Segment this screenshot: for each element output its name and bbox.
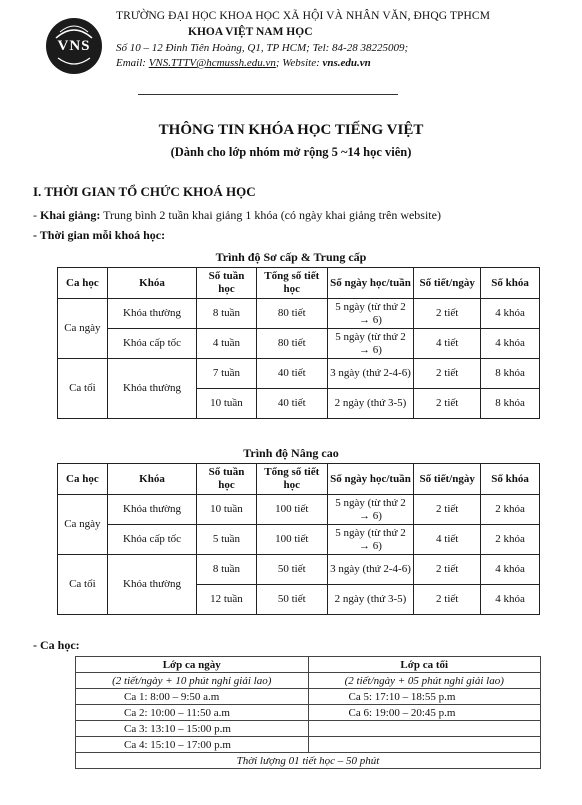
table-cell: 5 ngày (từ thứ 2 → 6) bbox=[327, 299, 413, 329]
table-cell: 10 tuần bbox=[197, 495, 256, 525]
table-cell: 2 tiết bbox=[414, 359, 481, 389]
table-cell: Khóa thường bbox=[107, 359, 197, 419]
col-header: Số khóa bbox=[481, 464, 540, 495]
email-label: Email: bbox=[116, 57, 149, 69]
table-cell: 5 ngày (từ thứ 2 → 6) bbox=[327, 329, 413, 359]
table-cell: 4 tiết bbox=[414, 525, 481, 555]
table-cell: 2 ngày (thứ 3-5) bbox=[327, 389, 413, 419]
page-title: THÔNG TIN KHÓA HỌC TIẾNG VIỆT bbox=[158, 122, 424, 138]
table-cell: 2 tiết bbox=[414, 389, 481, 419]
table-cell: 2 tiết bbox=[414, 495, 481, 525]
table-cell: 2 ngày (thứ 3-5) bbox=[327, 585, 413, 615]
table-header-row bbox=[58, 268, 540, 299]
course-table-basic bbox=[57, 267, 540, 419]
table-cell: 5 ngày (từ thứ 2 → 6) bbox=[327, 495, 413, 525]
bullet: - bbox=[33, 208, 40, 222]
table-cell: Khóa cấp tốc bbox=[107, 329, 197, 359]
table-cell: Khóa cấp tốc bbox=[107, 525, 197, 555]
logo-text: VNS bbox=[57, 37, 91, 54]
table-cell: 10 tuần bbox=[197, 389, 256, 419]
table-cell: 3 ngày (thứ 2-4-6) bbox=[327, 359, 413, 389]
night-class-title: Lớp ca tối bbox=[308, 657, 541, 673]
col-header: Khóa bbox=[107, 464, 197, 495]
table-cell: Ca tối bbox=[58, 555, 108, 615]
table-cell: 80 tiết bbox=[256, 329, 327, 359]
section-heading: I. THỜI GIAN TỔ CHỨC KHOÁ HỌC bbox=[33, 184, 256, 199]
table-cell: 100 tiết bbox=[256, 525, 327, 555]
day-slot: Ca 4: 15:10 – 17:00 p.m bbox=[76, 737, 309, 753]
table-cell: Ca tối bbox=[58, 359, 108, 419]
col-header: Số tuần học bbox=[197, 464, 256, 495]
schedule-footer-row bbox=[76, 753, 541, 769]
day-slot: Ca 3: 13:10 – 15:00 p.m bbox=[76, 721, 309, 737]
table-row bbox=[58, 299, 540, 329]
day-slot: Ca 1: 8:00 – 9:50 a.m bbox=[76, 689, 309, 705]
table-cell: 4 khóa bbox=[481, 299, 540, 329]
table-cell: Khóa thường bbox=[107, 555, 197, 615]
night-slot bbox=[308, 737, 541, 753]
col-header: Số tuần học bbox=[197, 268, 256, 299]
faculty-name: KHOA VIỆT NAM HỌC bbox=[188, 26, 313, 38]
schedule-label: Ca học: bbox=[40, 638, 80, 652]
day-class-note: (2 tiết/ngày + 10 phút nghỉ giải lao) bbox=[76, 673, 309, 689]
opening-line bbox=[33, 208, 441, 223]
day-slot: Ca 2: 10:00 – 11:50 a.m bbox=[76, 705, 309, 721]
table-cell: Ca ngày bbox=[58, 495, 108, 555]
night-slot: Ca 5: 17:10 – 18:55 p.m bbox=[308, 689, 541, 705]
table-row bbox=[58, 359, 540, 389]
letterhead bbox=[38, 6, 558, 96]
table-cell: 2 tiết bbox=[414, 299, 481, 329]
night-slot: Ca 6: 19:00 – 20:45 p.m bbox=[308, 705, 541, 721]
header-divider bbox=[138, 94, 398, 95]
table-cell: 40 tiết bbox=[256, 359, 327, 389]
schedule-table bbox=[75, 656, 541, 769]
lesson-duration-note: Thời lượng 01 tiết học – 50 phút bbox=[76, 753, 541, 769]
bullet: - bbox=[33, 228, 40, 242]
table-cell: 2 khóa bbox=[481, 495, 540, 525]
table-cell: 4 khóa bbox=[481, 585, 540, 615]
website-label: ; Website: bbox=[275, 57, 323, 69]
email-link[interactable]: VNS.TTTV@hcmussh.edu.vn bbox=[148, 57, 276, 69]
table-header-row bbox=[58, 464, 540, 495]
table-cell: 8 khóa bbox=[481, 359, 540, 389]
duration-line bbox=[33, 228, 165, 243]
col-header: Khóa bbox=[107, 268, 197, 299]
table-cell: 8 khóa bbox=[481, 389, 540, 419]
table-cell: Ca ngày bbox=[58, 299, 108, 359]
table-cell: 5 tuần bbox=[197, 525, 256, 555]
opening-text: Trung bình 2 tuần khai giảng 1 khóa (có ngày khai giảng trên website) bbox=[100, 208, 441, 222]
col-header: Số ngày học/tuần bbox=[327, 464, 413, 495]
table-cell: 4 tuần bbox=[197, 329, 256, 359]
table-cell: 2 tiết bbox=[414, 585, 481, 615]
table-cell: Khóa thường bbox=[107, 299, 197, 329]
table-cell: 3 ngày (thứ 2-4-6) bbox=[327, 555, 413, 585]
table-cell: 50 tiết bbox=[256, 585, 327, 615]
duration-label: Thời gian mỗi khoá học: bbox=[39, 228, 166, 242]
table-cell: 100 tiết bbox=[256, 495, 327, 525]
table-cell: 5 ngày (từ thứ 2 → 6) bbox=[327, 525, 413, 555]
schedule-title-row bbox=[76, 657, 541, 673]
website-link[interactable]: vns.edu.vn bbox=[322, 57, 371, 69]
table2-caption: Trình độ Nâng cao bbox=[243, 446, 339, 460]
table-cell: 8 tuần bbox=[197, 555, 256, 585]
table-cell: 2 tiết bbox=[414, 555, 481, 585]
table-cell: 12 tuần bbox=[197, 585, 256, 615]
col-header: Tổng số tiết học bbox=[256, 268, 327, 299]
table-cell: 4 tiết bbox=[414, 329, 481, 359]
table1-caption: Trình độ Sơ cấp & Trung cấp bbox=[215, 250, 367, 264]
university-name: TRƯỜNG ĐẠI HỌC KHOA HỌC XÃ HỘI VÀ NHÂN VĂN, ĐHQG TPHCM bbox=[116, 10, 491, 22]
night-class-note: (2 tiết/ngày + 05 phút nghỉ giải lao) bbox=[308, 673, 541, 689]
table-row bbox=[58, 329, 540, 359]
night-slot bbox=[308, 721, 541, 737]
opening-label: Khai giảng: bbox=[40, 208, 101, 222]
schedule-row bbox=[76, 737, 541, 753]
col-header: Tổng số tiết học bbox=[256, 464, 327, 495]
table-cell: 8 tuần bbox=[197, 299, 256, 329]
page-subtitle: (Dành cho lớp nhóm mở rộng 5 ~14 học viên) bbox=[170, 145, 412, 159]
schedule-row bbox=[76, 705, 541, 721]
table-row bbox=[58, 495, 540, 525]
table-row bbox=[58, 525, 540, 555]
table-cell: 80 tiết bbox=[256, 299, 327, 329]
bullet: - bbox=[33, 638, 40, 652]
table-cell: 7 tuần bbox=[197, 359, 256, 389]
address-line: Số 10 – 12 Đinh Tiên Hoàng, Q1, TP HCM; Tel: 84-28 38225009; bbox=[116, 42, 409, 54]
table-cell: 4 khóa bbox=[481, 555, 540, 585]
col-header: Số ngày học/tuần bbox=[327, 268, 413, 299]
course-table-advanced bbox=[57, 463, 540, 615]
table-cell: 2 khóa bbox=[481, 525, 540, 555]
col-header: Số tiết/ngày bbox=[414, 268, 481, 299]
schedule-label-line bbox=[33, 638, 80, 653]
schedule-row bbox=[76, 689, 541, 705]
vns-logo bbox=[46, 18, 102, 74]
col-header: Ca học bbox=[58, 464, 108, 495]
day-class-title: Lớp ca ngày bbox=[76, 657, 309, 673]
col-header: Số tiết/ngày bbox=[414, 464, 481, 495]
schedule-row bbox=[76, 721, 541, 737]
schedule-note-row bbox=[76, 673, 541, 689]
contact-line bbox=[116, 57, 371, 69]
col-header: Ca học bbox=[58, 268, 108, 299]
table-cell: 40 tiết bbox=[256, 389, 327, 419]
table-cell: 4 khóa bbox=[481, 329, 540, 359]
table-row bbox=[58, 555, 540, 585]
col-header: Số khóa bbox=[481, 268, 540, 299]
table-cell: 50 tiết bbox=[256, 555, 327, 585]
table-cell: Khóa thường bbox=[107, 495, 197, 525]
